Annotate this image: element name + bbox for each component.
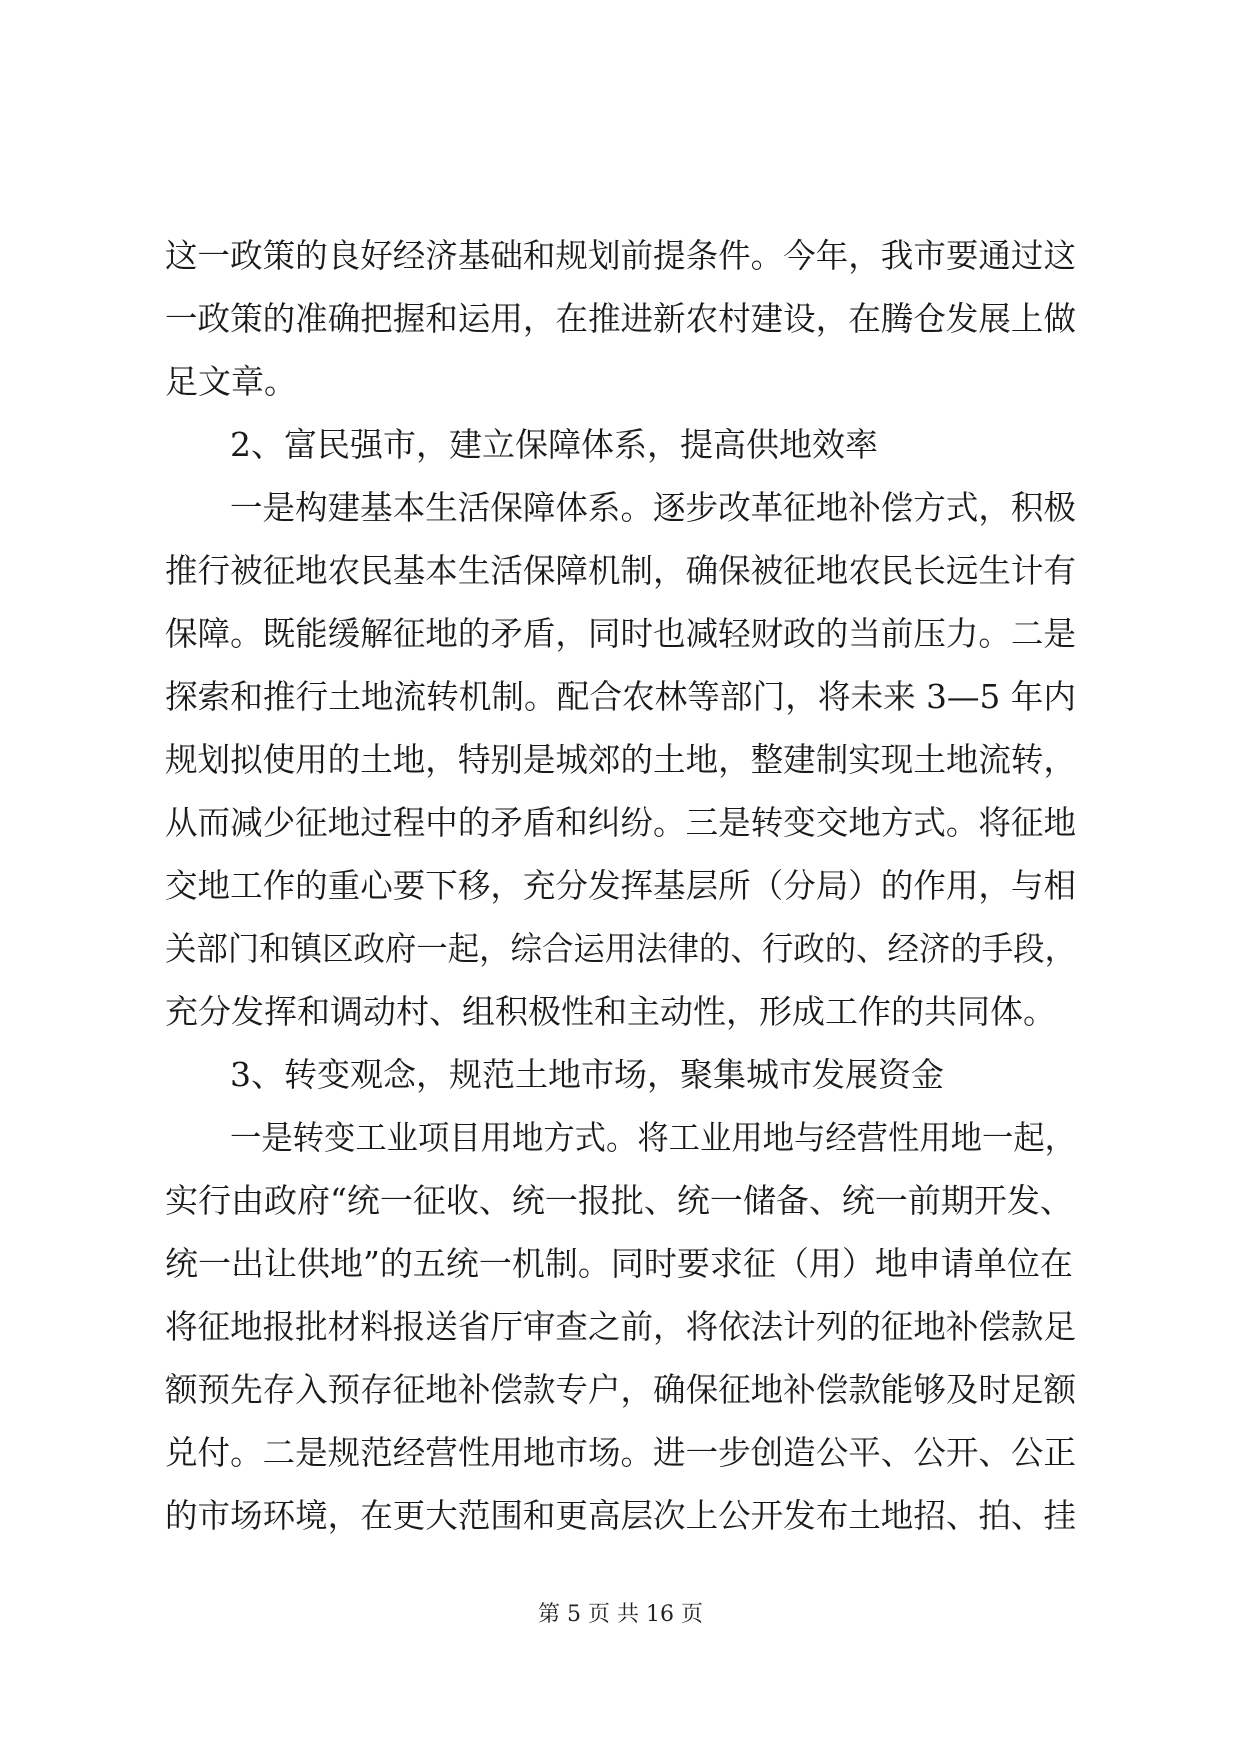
section-heading: 3、转变观念，规范土地市场，聚集城市发展资金 <box>230 1055 944 1094</box>
text-line: 额预先存入预存征地补偿款专户，确保征地补偿款能够及时足额 <box>165 1370 1076 1409</box>
text-line: 一政策的准确把握和运用，在推进新农村建设，在腾仓发展上做 <box>165 299 1076 338</box>
text-line: 关部门和镇区政府一起，综合运用法律的、行政的、经济的手段， <box>165 929 1076 968</box>
text-line: 推行被征地农民基本生活保障机制，确保被征地农民长远生计有 <box>165 551 1076 590</box>
text-line: 将征地报批材料报送省厅审查之前，将依法计列的征地补偿款足 <box>165 1307 1076 1346</box>
text-line: 兑付。二是规范经营性用地市场。进一步创造公平、公开、公正 <box>165 1433 1076 1472</box>
text-line: 一是构建基本生活保障体系。逐步改革征地补偿方式，积极 <box>230 488 1076 527</box>
text-line: 的市场环境，在更大范围和更高层次上公开发布土地招、拍、挂 <box>165 1496 1076 1535</box>
text-line: 探索和推行土地流转机制。配合农林等部门，将未来 3—5 年内 <box>165 677 1076 716</box>
text-line: 足文章。 <box>165 362 297 401</box>
text-line: 充分发挥和调动村、组积极性和主动性，形成工作的共同体。 <box>165 992 1056 1031</box>
text-line: 保障。既能缓解征地的矛盾，同时也减轻财政的当前压力。二是 <box>165 614 1076 653</box>
text-line: 一是转变工业项目用地方式。将工业用地与经营性用地一起， <box>230 1118 1076 1157</box>
text-line: 实行由政府“统一征收、统一报批、统一储备、统一前期开发、 <box>165 1181 1073 1220</box>
section-heading: 2、富民强市，建立保障体系，提高供地效率 <box>230 425 878 464</box>
text-line: 统一出让供地”的五统一机制。同时要求征（用）地申请单位在 <box>165 1244 1073 1283</box>
text-line: 这一政策的良好经济基础和规划前提条件。今年，我市要通过这 <box>165 236 1076 275</box>
text-line: 从而减少征地过程中的矛盾和纠纷。三是转变交地方式。将征地 <box>165 803 1076 842</box>
text-line: 交地工作的重心要下移，充分发挥基层所（分局）的作用，与相 <box>165 866 1076 905</box>
page-number-footer: 第 5 页 共 16 页 <box>538 1602 703 1627</box>
text-line: 规划拟使用的土地，特别是城郊的土地，整建制实现土地流转， <box>165 740 1076 779</box>
